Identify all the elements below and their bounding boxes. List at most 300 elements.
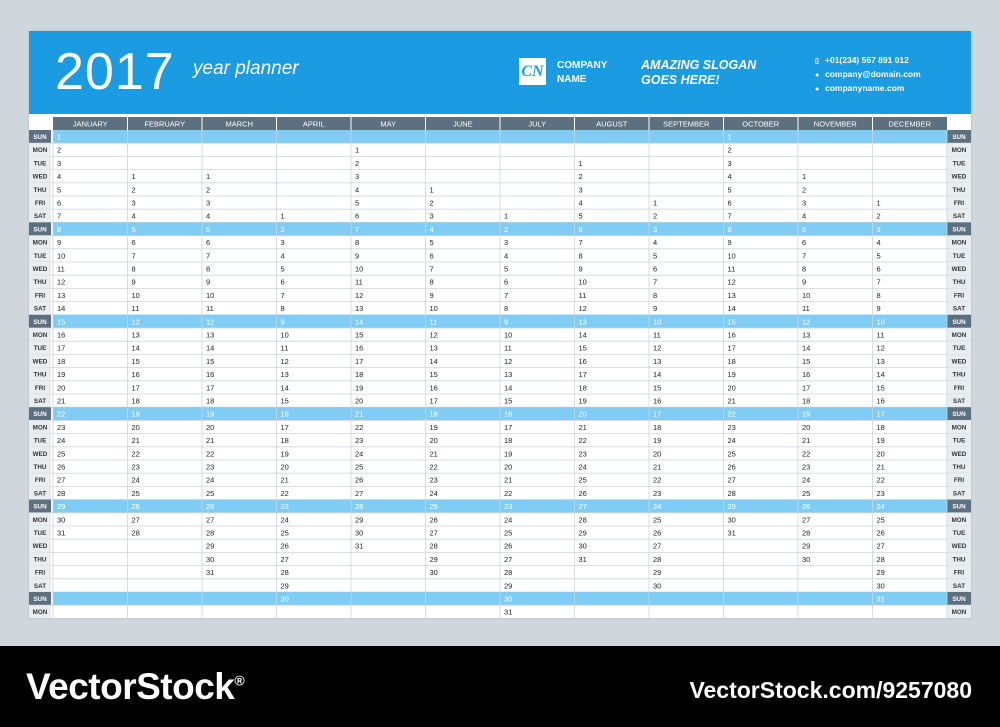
day-number: 2 xyxy=(206,185,211,195)
weekday-label-left-sat: SAT xyxy=(33,398,47,405)
day-number: 22 xyxy=(876,475,885,485)
day-number: 31 xyxy=(206,568,215,578)
day-number: 13 xyxy=(429,343,438,353)
day-number: 19 xyxy=(429,422,438,432)
day-number: 5 xyxy=(578,211,583,221)
day-number: 7 xyxy=(280,290,285,300)
email-icon: ● xyxy=(815,72,820,79)
day-number: 30 xyxy=(727,515,736,525)
day-number: 23 xyxy=(727,422,736,432)
day-number: 16 xyxy=(57,330,66,340)
day-number: 31 xyxy=(727,528,736,538)
weekday-label-left-sat: SAT xyxy=(33,582,47,590)
day-number: 25 xyxy=(802,488,811,498)
day-number: 3 xyxy=(653,224,658,234)
day-number: 7 xyxy=(131,251,136,261)
day-number: 30 xyxy=(802,554,811,564)
day-number: 13 xyxy=(355,304,364,314)
weekday-label-left-thu: THU xyxy=(33,279,47,287)
day-number: 26 xyxy=(355,475,364,485)
weekday-label-left-wed: WED xyxy=(32,173,48,181)
day-number: 2 xyxy=(876,211,881,221)
weekday-label-right-wed: WED xyxy=(951,450,967,458)
day-number: 15 xyxy=(57,317,66,327)
day-number: 16 xyxy=(802,370,811,380)
day-number: 8 xyxy=(802,264,807,274)
day-number: 1 xyxy=(206,172,211,182)
day-number: 18 xyxy=(578,383,587,393)
day-number: 23 xyxy=(131,462,140,472)
day-number: 20 xyxy=(802,422,811,432)
day-number: 5 xyxy=(653,251,658,261)
day-number: 9 xyxy=(355,251,360,261)
weekday-label-right-tue: TUE xyxy=(952,530,966,537)
weekday-label-right-tue: TUE xyxy=(952,160,966,168)
weekday-label-left-wed: WED xyxy=(32,450,48,458)
day-number: 9 xyxy=(280,317,285,327)
day-number: 16 xyxy=(429,383,438,393)
day-number: 31 xyxy=(504,607,513,617)
year-planner-sheet xyxy=(29,31,971,618)
day-number: 7 xyxy=(504,290,509,300)
weekday-label-left-tue: TUE xyxy=(33,530,47,537)
day-number: 10 xyxy=(355,264,364,274)
day-number: 11 xyxy=(280,343,289,353)
day-number: 25 xyxy=(57,449,66,459)
day-number: 12 xyxy=(727,277,736,287)
day-number: 20 xyxy=(355,396,364,406)
planner-year: 2017 xyxy=(55,43,175,101)
day-number: 14 xyxy=(280,383,289,393)
day-number: 23 xyxy=(429,475,438,485)
day-number: 20 xyxy=(578,409,587,419)
weekday-label-right-mon: MON xyxy=(951,516,967,524)
day-number: 23 xyxy=(876,488,885,498)
day-number: 19 xyxy=(57,370,66,380)
day-number: 22 xyxy=(578,436,587,446)
day-number: 4 xyxy=(206,211,211,221)
day-number: 24 xyxy=(504,515,513,525)
day-number: 31 xyxy=(876,594,885,604)
month-header-january: JANUARY xyxy=(72,119,108,129)
day-number: 27 xyxy=(727,475,736,485)
day-number: 21 xyxy=(578,422,587,432)
day-number: 12 xyxy=(131,317,140,327)
weekday-label-right-sun: SUN xyxy=(952,411,966,419)
day-number: 19 xyxy=(280,449,289,459)
slogan-line1: AMAZING SLOGAN xyxy=(641,58,757,72)
day-number: 8 xyxy=(578,251,583,261)
day-number: 1 xyxy=(876,198,881,208)
day-number: 28 xyxy=(727,488,736,498)
day-number: 16 xyxy=(653,396,662,406)
day-number: 19 xyxy=(504,449,513,459)
day-number: 14 xyxy=(57,304,66,314)
day-number: 13 xyxy=(131,330,140,340)
day-number: 5 xyxy=(57,185,62,195)
day-number: 26 xyxy=(653,528,662,538)
weekday-label-left-sun: SUN xyxy=(33,318,47,326)
weekday-label-left-tue: TUE xyxy=(33,160,47,168)
day-number: 3 xyxy=(280,238,285,248)
day-number: 17 xyxy=(802,383,811,393)
day-number: 15 xyxy=(280,396,289,406)
weekday-label-left-tue: TUE xyxy=(33,252,47,260)
day-number: 22 xyxy=(429,462,438,472)
day-number: 3 xyxy=(206,198,211,208)
day-number: 5 xyxy=(876,251,881,261)
weekday-label-left-sun: SUN xyxy=(33,596,47,603)
day-number: 20 xyxy=(131,422,140,432)
day-number: 28 xyxy=(206,528,215,538)
day-number: 14 xyxy=(131,343,140,353)
day-number: 7 xyxy=(57,211,62,221)
day-number: 15 xyxy=(429,370,438,380)
day-number: 29 xyxy=(578,528,587,538)
day-number: 8 xyxy=(876,290,881,300)
day-number: 30 xyxy=(429,568,438,578)
day-number: 14 xyxy=(653,370,662,380)
day-number: 21 xyxy=(429,449,438,459)
day-number: 29 xyxy=(727,502,736,512)
weekday-label-left-thu: THU xyxy=(33,464,47,471)
day-number: 4 xyxy=(429,224,434,234)
day-number: 12 xyxy=(280,356,289,366)
day-number: 18 xyxy=(504,436,513,446)
day-number: 21 xyxy=(727,396,736,406)
day-number: 29 xyxy=(653,568,662,578)
day-number: 12 xyxy=(504,356,513,366)
day-number: 4 xyxy=(653,238,658,248)
day-number: 9 xyxy=(727,238,732,248)
day-number: 23 xyxy=(504,502,513,512)
day-number: 23 xyxy=(802,462,811,472)
day-number: 8 xyxy=(206,264,211,274)
day-number: 2 xyxy=(727,145,732,155)
day-number: 18 xyxy=(802,396,811,406)
weekday-label-right-fri: FRI xyxy=(953,384,965,392)
day-number: 20 xyxy=(206,422,215,432)
day-number: 28 xyxy=(280,568,289,578)
day-number: 19 xyxy=(727,370,736,380)
day-number: 28 xyxy=(578,515,587,525)
day-number: 1 xyxy=(280,211,285,221)
day-number: 11 xyxy=(355,277,363,287)
day-number: 6 xyxy=(876,264,881,274)
day-number: 30 xyxy=(57,515,66,525)
day-number: 4 xyxy=(355,185,360,195)
day-number: 3 xyxy=(429,211,434,221)
day-number: 16 xyxy=(131,370,140,380)
day-number: 27 xyxy=(578,502,587,512)
day-number: 3 xyxy=(131,198,136,208)
day-number: 15 xyxy=(355,330,364,340)
weekday-label-right-wed: WED xyxy=(951,543,967,551)
day-number: 19 xyxy=(802,409,811,419)
weekday-label-right-tue: TUE xyxy=(952,345,966,353)
month-header-october: OCTOBER xyxy=(742,119,780,129)
day-number: 13 xyxy=(653,356,662,366)
month-header-june: JUNE xyxy=(452,119,473,129)
weekday-label-right-fri: FRI xyxy=(953,569,965,577)
weekday-label-left-fri: FRI xyxy=(34,384,46,392)
day-number: 10 xyxy=(280,330,289,340)
day-number: 13 xyxy=(876,356,885,366)
day-number: 24 xyxy=(578,462,587,472)
day-number: 21 xyxy=(57,396,66,406)
weekday-label-left-mon: MON xyxy=(32,424,48,432)
weekday-label-right-sat: SAT xyxy=(952,398,966,405)
day-number: 11 xyxy=(802,304,810,314)
day-number: 29 xyxy=(57,502,66,512)
day-number: 4 xyxy=(727,172,732,182)
weekday-label-left-mon: MON xyxy=(32,147,48,155)
day-number: 27 xyxy=(131,515,140,525)
day-number: 2 xyxy=(578,172,583,182)
day-number: 11 xyxy=(578,290,587,300)
day-number: 4 xyxy=(131,211,136,221)
weekday-label-left-tue: TUE xyxy=(33,437,47,445)
day-number: 8 xyxy=(131,264,136,274)
day-number: 9 xyxy=(876,304,881,314)
day-number: 3 xyxy=(504,238,509,248)
day-number: 17 xyxy=(727,343,736,353)
day-number: 29 xyxy=(355,515,364,525)
day-number: 21 xyxy=(131,436,140,446)
day-number: 21 xyxy=(280,475,289,485)
weekday-label-right-tue: TUE xyxy=(952,252,966,260)
day-number: 10 xyxy=(429,304,438,314)
day-number: 10 xyxy=(653,317,662,327)
weekday-label-right-sat: SAT xyxy=(952,213,966,221)
phone-icon: ▯ xyxy=(815,58,819,65)
weekday-label-right-sun: SUN xyxy=(952,503,966,511)
day-number: 15 xyxy=(727,317,736,327)
day-number: 21 xyxy=(504,475,513,485)
month-header-august: AUGUST xyxy=(596,119,628,129)
weekday-label-left-sat: SAT xyxy=(33,490,47,498)
day-number: 29 xyxy=(429,554,438,564)
day-number: 14 xyxy=(504,383,513,393)
month-header-september: SEPTEMBER xyxy=(663,119,710,129)
day-number: 10 xyxy=(57,251,66,261)
day-number: 5 xyxy=(131,224,136,234)
day-number: 3 xyxy=(876,224,881,234)
day-number: 14 xyxy=(355,317,364,327)
day-number: 24 xyxy=(131,475,140,485)
weekday-label-right-sat: SAT xyxy=(952,305,966,313)
day-number: 8 xyxy=(653,290,658,300)
day-number: 9 xyxy=(429,290,434,300)
day-number: 9 xyxy=(504,317,509,327)
day-number: 28 xyxy=(131,528,140,538)
day-number: 16 xyxy=(727,330,736,340)
day-number: 11 xyxy=(504,343,512,353)
day-number: 19 xyxy=(355,383,364,393)
day-number: 14 xyxy=(206,343,215,353)
day-number: 30 xyxy=(876,581,885,591)
email-text: company@domain.com xyxy=(825,69,921,79)
day-number: 8 xyxy=(727,224,732,234)
weekday-label-left-sat: SAT xyxy=(33,305,47,313)
weekday-label-left-mon: MON xyxy=(32,609,48,617)
day-number: 5 xyxy=(280,264,285,274)
day-number: 15 xyxy=(131,356,140,366)
weekday-label-left-tue: TUE xyxy=(33,345,47,353)
day-number: 7 xyxy=(876,277,881,287)
day-number: 30 xyxy=(578,541,587,551)
day-number: 29 xyxy=(280,581,289,591)
weekday-label-right-mon: MON xyxy=(951,239,967,247)
weekday-label-left-sun: SUN xyxy=(33,411,47,419)
day-number: 13 xyxy=(802,330,811,340)
day-number: 14 xyxy=(802,343,811,353)
day-number: 3 xyxy=(802,198,807,208)
day-number: 28 xyxy=(57,488,66,498)
weekday-label-right-sat: SAT xyxy=(952,582,966,590)
weekday-label-left-fri: FRI xyxy=(34,292,46,300)
day-number: 11 xyxy=(131,304,140,314)
day-number: 26 xyxy=(206,502,215,512)
day-number: 25 xyxy=(653,515,662,525)
month-header-november: NOVEMBER xyxy=(813,119,857,129)
day-number: 8 xyxy=(280,304,285,314)
day-number: 6 xyxy=(653,264,658,274)
day-number: 18 xyxy=(876,422,885,432)
weekday-label-right-mon: MON xyxy=(951,609,967,617)
day-number: 20 xyxy=(504,462,513,472)
day-number: 4 xyxy=(280,251,285,261)
day-number: 6 xyxy=(206,238,211,248)
day-number: 7 xyxy=(429,264,434,274)
weekday-label-left-sun: SUN xyxy=(33,503,47,511)
weekday-label-right-sun: SUN xyxy=(952,596,966,603)
day-number: 28 xyxy=(876,554,885,564)
day-number: 10 xyxy=(876,317,885,327)
day-number: 28 xyxy=(653,554,662,564)
day-number: 19 xyxy=(131,409,140,419)
day-number: 2 xyxy=(280,224,285,234)
weekday-label-right-mon: MON xyxy=(951,332,967,339)
weekday-label-right-tue: TUE xyxy=(952,437,966,445)
day-number: 31 xyxy=(578,554,587,564)
month-header-december: DECEMBER xyxy=(888,119,932,129)
globe-icon: ● xyxy=(815,86,820,93)
day-number: 19 xyxy=(876,436,885,446)
day-number: 23 xyxy=(57,422,66,432)
day-number: 9 xyxy=(653,304,658,314)
day-number: 27 xyxy=(280,554,289,564)
weekday-label-left-fri: FRI xyxy=(34,200,46,207)
day-number: 12 xyxy=(653,343,662,353)
weekday-label-right-sun: SUN xyxy=(952,134,966,141)
day-number: 30 xyxy=(280,594,289,604)
day-number: 25 xyxy=(355,462,364,472)
weekday-label-right-wed: WED xyxy=(951,173,967,181)
day-number: 12 xyxy=(57,277,66,287)
weekday-label-right-thu: THU xyxy=(952,371,966,379)
day-number: 14 xyxy=(578,330,587,340)
weekday-label-left-mon: MON xyxy=(32,332,48,339)
day-number: 18 xyxy=(206,396,215,406)
day-number: 27 xyxy=(355,488,364,498)
day-number: 8 xyxy=(57,224,62,234)
weekday-label-left-fri: FRI xyxy=(34,569,46,577)
weekday-label-right-fri: FRI xyxy=(953,477,965,485)
weekday-label-right-thu: THU xyxy=(952,464,966,471)
weekday-label-left-sun: SUN xyxy=(33,134,47,141)
day-number: 20 xyxy=(429,436,438,446)
day-number: 13 xyxy=(504,370,513,380)
company-name-line2: NAME xyxy=(557,74,587,85)
day-number: 26 xyxy=(131,502,140,512)
day-number: 26 xyxy=(727,462,736,472)
day-number: 4 xyxy=(504,251,509,261)
day-number: 28 xyxy=(355,502,364,512)
day-number: 5 xyxy=(727,185,732,195)
day-number: 7 xyxy=(578,238,583,248)
day-number: 8 xyxy=(355,238,360,248)
day-number: 17 xyxy=(876,409,885,419)
day-number: 20 xyxy=(57,383,66,393)
day-number: 25 xyxy=(504,528,513,538)
day-number: 12 xyxy=(578,304,587,314)
day-number: 16 xyxy=(355,343,364,353)
day-number: 25 xyxy=(131,488,140,498)
day-number: 1 xyxy=(355,145,360,155)
day-number: 9 xyxy=(206,277,211,287)
day-number: 12 xyxy=(206,317,215,327)
weekday-label-left-thu: THU xyxy=(33,556,47,564)
day-number: 30 xyxy=(206,554,215,564)
day-number: 7 xyxy=(653,277,658,287)
day-number: 8 xyxy=(429,277,434,287)
day-number: 12 xyxy=(429,330,438,340)
month-header-july: JULY xyxy=(528,119,547,129)
day-number: 21 xyxy=(876,462,885,472)
day-number: 25 xyxy=(429,502,438,512)
day-number: 14 xyxy=(727,304,736,314)
day-number: 22 xyxy=(206,449,215,459)
day-number: 8 xyxy=(504,304,509,314)
day-number: 11 xyxy=(57,264,65,274)
day-number: 15 xyxy=(653,383,662,393)
day-number: 17 xyxy=(429,396,438,406)
day-number: 20 xyxy=(727,383,736,393)
day-number: 1 xyxy=(131,172,136,182)
day-number: 24 xyxy=(57,436,66,446)
day-number: 25 xyxy=(727,449,736,459)
day-number: 19 xyxy=(578,396,587,406)
day-number: 7 xyxy=(802,251,807,261)
day-number: 4 xyxy=(876,238,881,248)
day-number: 12 xyxy=(802,317,811,327)
day-number: 24 xyxy=(727,436,736,446)
day-number: 2 xyxy=(429,198,434,208)
day-number: 26 xyxy=(280,541,289,551)
day-number: 2 xyxy=(504,224,509,234)
day-number: 18 xyxy=(727,356,736,366)
planner-subtitle: year planner xyxy=(193,58,299,79)
day-number: 28 xyxy=(802,528,811,538)
day-number: 23 xyxy=(355,436,364,446)
day-number: 26 xyxy=(504,541,513,551)
day-number: 29 xyxy=(876,568,885,578)
day-number: 12 xyxy=(355,290,364,300)
day-number: 24 xyxy=(653,502,662,512)
day-number: 22 xyxy=(802,449,811,459)
day-number: 6 xyxy=(578,224,583,234)
